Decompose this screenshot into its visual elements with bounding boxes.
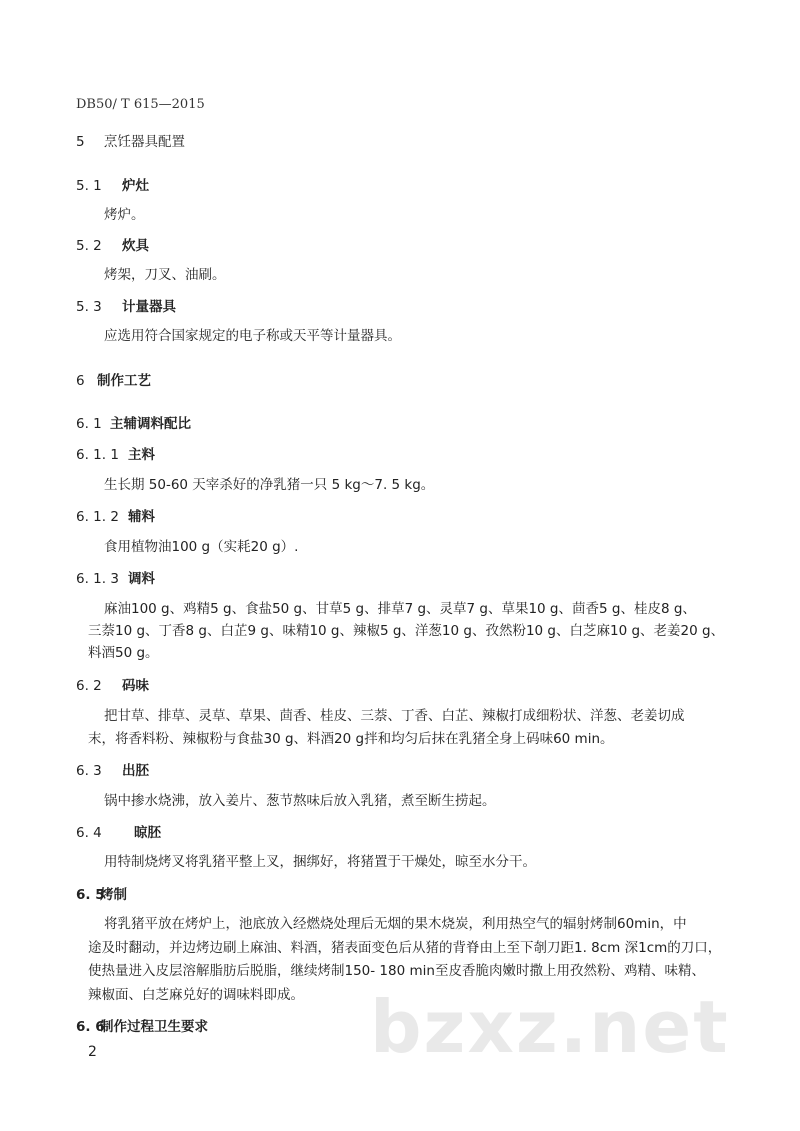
section-number: 6. 1. 1	[76, 447, 119, 463]
paragraph-line: 料酒50 g。	[88, 645, 159, 661]
section-title: 炉灶	[122, 178, 149, 194]
paragraph-line: 途及时翻动，并边烤边刷上麻油、料酒，猪表面变色后从猪的背脊由上至下剞刀距1. 8cm 深1cm的刀口，	[88, 940, 722, 956]
page-number: 2	[88, 1044, 97, 1060]
section-title: 码味	[122, 678, 149, 694]
paragraph: 锅中掺水烧沸，放入姜片、葱节熬味后放入乳猪，煮至断生捞起。	[104, 793, 496, 809]
section-number: 6. 1. 2	[76, 509, 119, 525]
section-title: 炊具	[122, 238, 149, 254]
section-title: 主料	[128, 447, 155, 463]
section-title: 制作过程卫生要求	[100, 1019, 208, 1035]
paragraph-line: 把甘草、排草、灵草、草果、茴香、桂皮、三萘、丁香、白芷、辣椒打成细粉状、洋葱、老姜切成	[104, 708, 685, 724]
paragraph-line: 麻油100 g、鸡精5 g、食盐50 g、甘草5 g、排草7 g、灵草7 g、草果10 g、茴香5 g、桂皮8 g、	[104, 601, 696, 617]
section-number: 5. 2	[76, 238, 102, 254]
section-title: 主辅调料配比	[110, 416, 191, 432]
section-number: 6. 1. 3	[76, 571, 119, 587]
section-title: 制作工艺	[97, 373, 151, 389]
section-number: 6. 3	[76, 763, 102, 779]
paragraph-line: 将乳猪平放在烤炉上，池底放入经燃烧处理后无烟的果木烧炭，利用热空气的辐射烤制60min，中	[104, 916, 687, 932]
section-title: 辅料	[128, 509, 155, 525]
section-number: 6. 4	[76, 825, 102, 841]
paragraph: 烤炉。	[104, 207, 145, 223]
section-number: 5	[76, 134, 85, 150]
paragraph: 用特制烧烤叉将乳猪平整上叉，捆绑好，将猪置于干燥处，晾至水分干。	[104, 854, 536, 870]
section-number: 6. 1	[76, 416, 102, 432]
section-number: 5. 1	[76, 178, 102, 194]
section-title: 出胚	[122, 763, 149, 779]
paragraph: 烤架，刀叉、油刷。	[104, 267, 226, 283]
section-number: 6	[76, 373, 85, 389]
standard-code: DB50/ T 615—2015	[76, 97, 205, 112]
section-title: 烤制	[100, 887, 127, 903]
watermark: bzxz.net	[370, 985, 730, 1069]
section-number: 6. 5	[76, 887, 105, 903]
paragraph-line: 使热量进入皮层溶解脂肪后脱脂，继续烤制150- 180 min至皮香脆肉嫩时撒上用孜然粉、鸡精、味精、	[88, 963, 705, 979]
section-title: 调料	[128, 571, 155, 587]
paragraph-line: 辣椒面、白芝麻兑好的调味料即成。	[88, 987, 304, 1003]
paragraph: 应选用符合国家规定的电子称或天平等计量器具。	[104, 328, 401, 344]
section-title: 烹饪器具配置	[104, 134, 185, 150]
section-number: 5. 3	[76, 299, 102, 315]
paragraph: 食用植物油100 g（实耗20 g）.	[104, 539, 299, 555]
section-title: 计量器具	[122, 299, 176, 315]
paragraph-line: 末，将香料粉、辣椒粉与食盐30 g、料酒20 g拌和均匀后抹在乳猪全身上码味60 min。	[88, 731, 614, 747]
section-number: 6. 6	[76, 1019, 105, 1035]
section-title: 晾胚	[134, 825, 161, 841]
section-number: 6. 2	[76, 678, 102, 694]
paragraph: 生长期 50-60 天宰杀好的净乳猪一只 5 kg～7. 5 kg。	[104, 477, 435, 493]
paragraph-line: 三萘10 g、丁香8 g、白芷9 g、味精10 g、辣椒5 g、洋葱10 g、孜然粉10 g、白芝麻10 g、老姜20 g、	[88, 623, 725, 639]
